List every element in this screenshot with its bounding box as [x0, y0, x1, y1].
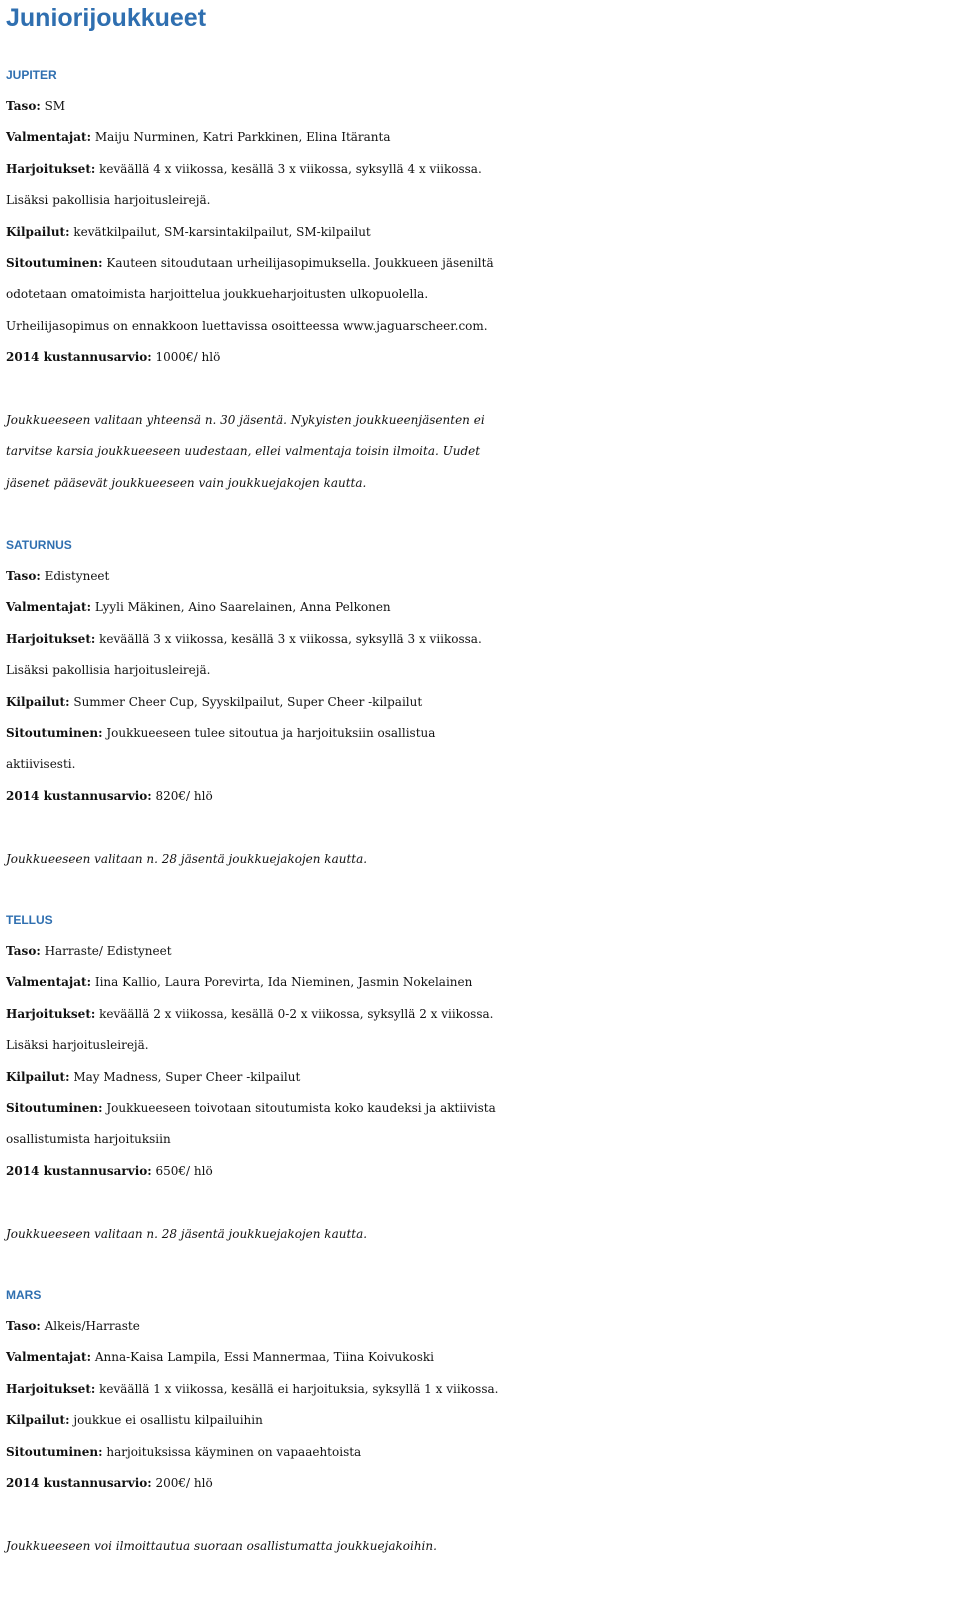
team-name: TELLUS [6, 913, 53, 927]
competitions-line [6, 687, 954, 718]
practices-line [6, 1374, 954, 1405]
competitions-line [6, 1405, 954, 1436]
level-line [6, 1311, 954, 1342]
cost-label: 2014 kustannusarvio: [6, 1163, 152, 1178]
commitment-line [6, 1437, 954, 1468]
competitions-label: Kilpailut: [6, 694, 70, 709]
practices-label: Harjoitukset: [6, 1006, 96, 1021]
coaches-line [6, 592, 954, 623]
practices-label: Harjoitukset: [6, 161, 96, 176]
commitment-value: Joukkueeseen tulee sitoutua ja harjoituksiin osallistua [102, 726, 436, 741]
level-label: Taso: [6, 99, 41, 113]
level-value: Harraste/ Edistyneet [40, 944, 172, 958]
cost-label: 2014 kustannusarvio: [6, 350, 152, 365]
coaches-line [6, 122, 954, 153]
commitment-label: Sitoutuminen: [6, 1444, 103, 1459]
selection-note: Joukkueeseen valitaan yhteensä n. 30 jäsentä. Nykyisten joukkueenjäsenten ei [6, 413, 485, 428]
team-section-tellus [6, 904, 954, 1250]
level-line [6, 91, 954, 122]
cost-line [6, 1156, 954, 1187]
document-title: Juniorijoukkueet [6, 4, 207, 32]
commitment-label: Sitoutuminen: [6, 1101, 103, 1116]
selection-note: tarvitse karsia joukkueeseen uudestaan, ellei valmentaja toisin ilmoita. Uudet [6, 444, 481, 459]
practices-value: keväällä 3 x viikossa, kesällä 3 x viikossa, syksyllä 3 x viikossa. [95, 631, 482, 646]
practices-label: Harjoitukset: [6, 631, 96, 646]
level-label: Taso: [6, 569, 41, 583]
commitment-line [6, 1093, 954, 1124]
commitment-continued: aktiivisesti. [6, 757, 76, 772]
team-section-mars [6, 1279, 954, 1562]
cost-label: 2014 kustannusarvio: [6, 1476, 152, 1491]
practices-value: keväällä 1 x viikossa, kesällä ei harjoituksia, syksyllä 1 x viikossa. [95, 1381, 499, 1396]
selection-note: Joukkueeseen valitaan n. 28 jäsentä joukkuejakojen kautta. [6, 1226, 368, 1241]
level-label: Taso: [6, 1319, 41, 1333]
coaches-label: Valmentajat: [6, 600, 92, 615]
practices-continued: Lisäksi pakollisia harjoitusleirejä. [6, 663, 211, 678]
coaches-value: Anna-Kaisa Lampila, Essi Mannermaa, Tiina Koivukoski [91, 1350, 435, 1365]
practices-continued: Lisäksi harjoitusleirejä. [6, 1038, 149, 1053]
level-value: Alkeis/Harraste [40, 1319, 140, 1333]
coaches-label: Valmentajat: [6, 1350, 92, 1365]
competitions-line [6, 217, 954, 248]
practices-value: keväällä 4 x viikossa, kesällä 3 x viikossa, syksyllä 4 x viikossa. [95, 161, 482, 176]
commitment-continued: osallistumista harjoituksiin [6, 1132, 171, 1147]
commitment-line [6, 248, 954, 279]
coaches-line [6, 967, 954, 998]
coaches-value: Maiju Nurminen, Katri Parkkinen, Elina Itäranta [91, 130, 391, 145]
commitment-value: Joukkueeseen toivotaan sitoutumista koko kaudeksi ja aktiivista [102, 1101, 496, 1116]
coaches-value: Iina Kallio, Laura Porevirta, Ida Nieminen, Jasmin Nokelainen [91, 975, 473, 990]
practices-value: keväällä 2 x viikossa, kesällä 0-2 x viikossa, syksyllä 2 x viikossa. [95, 1006, 494, 1021]
level-line [6, 936, 954, 967]
selection-note: Joukkueeseen voi ilmoittautua suoraan osallistumatta joukkuejakoihin. [6, 1538, 437, 1553]
competitions-value: joukkue ei osallistu kilpailuihin [69, 1413, 263, 1428]
competitions-label: Kilpailut: [6, 1069, 70, 1084]
competitions-value: Summer Cheer Cup, Syyskilpailut, Super Cheer -kilpailut [69, 694, 423, 709]
coaches-label: Valmentajat: [6, 975, 92, 990]
cost-label: 2014 kustannusarvio: [6, 788, 152, 803]
cost-line [6, 781, 954, 812]
competitions-value: May Madness, Super Cheer -kilpailut [69, 1069, 301, 1084]
commitment-label: Sitoutuminen: [6, 256, 103, 271]
cost-line [6, 1468, 954, 1499]
coaches-value: Lyyli Mäkinen, Aino Saarelainen, Anna Pelkonen [91, 600, 391, 615]
cost-value: 200€/ hlö [151, 1476, 213, 1491]
commitment-continued: odotetaan omatoimista harjoittelua joukkueharjoitusten ulkopuolella. [6, 287, 429, 302]
commitment-line [6, 718, 954, 749]
coaches-line [6, 1342, 954, 1373]
cost-value: 650€/ hlö [151, 1163, 213, 1178]
practices-line [6, 999, 954, 1030]
level-label: Taso: [6, 944, 41, 958]
competitions-line [6, 1062, 954, 1093]
competitions-value: kevätkilpailut, SM-karsintakilpailut, SM-kilpailut [69, 224, 371, 239]
cost-value: 820€/ hlö [151, 788, 213, 803]
commitment-value: Kauteen sitoudutaan urheilijasopimuksella. Joukkueen jäseniltä [102, 256, 494, 271]
level-value: Edistyneet [40, 569, 110, 583]
cost-value: 1000€/ hlö [151, 350, 221, 365]
practices-continued: Lisäksi pakollisia harjoitusleirejä. [6, 193, 211, 208]
team-name: SATURNUS [6, 538, 72, 552]
team-section-jupiter [6, 59, 954, 499]
competitions-label: Kilpailut: [6, 1413, 70, 1428]
competitions-label: Kilpailut: [6, 224, 70, 239]
cost-line [6, 342, 954, 373]
team-name: JUPITER [6, 68, 57, 82]
level-value: SM [40, 99, 66, 113]
practices-line [6, 154, 954, 185]
commitment-value: harjoituksissa käyminen on vapaaehtoista [102, 1444, 362, 1459]
level-line [6, 561, 954, 592]
practices-line [6, 624, 954, 655]
selection-note: Joukkueeseen valitaan n. 28 jäsentä joukkuejakojen kautta. [6, 851, 368, 866]
team-name: MARS [6, 1288, 42, 1302]
practices-label: Harjoitukset: [6, 1381, 96, 1396]
commitment-continued: Urheilijasopimus on ennakkoon luettavissa osoitteessa www.jaguarscheer.com. [6, 318, 488, 333]
team-section-saturnus [6, 529, 954, 875]
commitment-label: Sitoutuminen: [6, 726, 103, 741]
selection-note: jäsenet pääsevät joukkueeseen vain joukkuejakojen kautta. [6, 475, 367, 490]
coaches-label: Valmentajat: [6, 130, 92, 145]
